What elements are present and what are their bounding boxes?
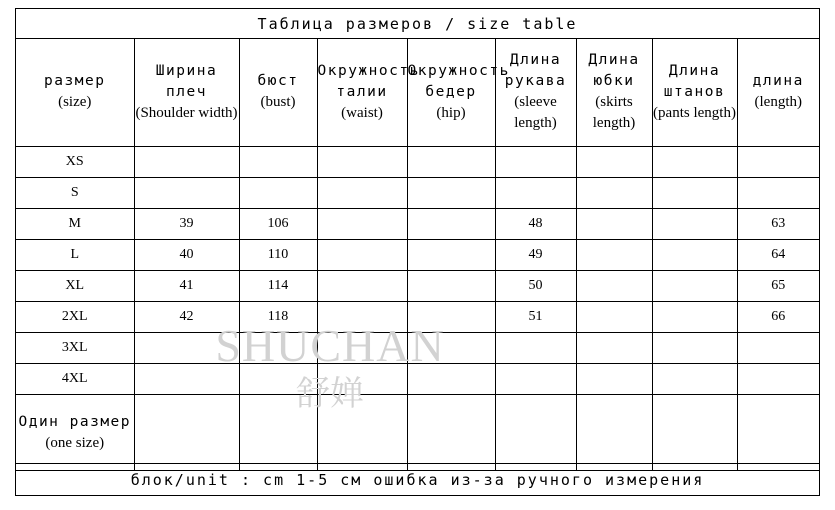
cell-length: 65 [737,271,819,302]
cell-pants [652,333,737,364]
table-row [16,147,819,178]
cell-size: M [16,209,134,240]
cell-waist [317,364,407,395]
cell-pants [652,240,737,271]
cell-sleeve: 51 [495,302,576,333]
unit-footer: блок/unit : cm 1-5 см ошибка из-за ручного измерения [16,463,819,495]
cell-bust: 110 [239,240,317,271]
cell-hip [407,147,495,178]
cell-hip [407,178,495,209]
table-title: Таблица размеров / size table [16,9,819,39]
cell-sleeve [495,333,576,364]
cell-bust: 118 [239,302,317,333]
cell-empty [317,395,407,471]
cell-shoulder: 41 [134,271,239,302]
cell-pants [652,147,737,178]
cell-skirt [576,271,652,302]
header-bust: бюст (bust) [239,38,317,147]
cell-bust [239,147,317,178]
cell-pants [652,302,737,333]
cell-length [737,178,819,209]
cell-skirt [576,209,652,240]
cell-hip [407,333,495,364]
cell-bust [239,178,317,209]
cell-pants [652,178,737,209]
cell-pants [652,209,737,240]
cell-pants [652,271,737,302]
cell-skirt [576,364,652,395]
cell-pants [652,364,737,395]
cell-sleeve: 50 [495,271,576,302]
cell-hip [407,240,495,271]
cell-hip [407,209,495,240]
cell-hip [407,271,495,302]
cell-empty [239,395,317,471]
table-row [16,178,819,209]
cell-waist [317,240,407,271]
header-hip: Окружность бедер (hip) [407,38,495,147]
cell-size: S [16,178,134,209]
cell-skirt [576,240,652,271]
cell-length [737,333,819,364]
cell-waist [317,302,407,333]
header-skirt-length: Длина юбки (skirts length) [576,38,652,147]
cell-sleeve: 48 [495,209,576,240]
cell-length: 63 [737,209,819,240]
cell-shoulder: 40 [134,240,239,271]
cell-size: 4XL [16,364,134,395]
watermark-cjk: 舒婵 [296,374,364,414]
header-pants-length: Длина штанов (pants length) [652,38,737,147]
cell-length: 66 [737,302,819,333]
cell-shoulder [134,364,239,395]
cell-hip [407,302,495,333]
cell-size: XS [16,147,134,178]
cell-waist [317,271,407,302]
table-row [16,333,819,364]
cell-shoulder: 42 [134,302,239,333]
size-table [16,38,819,471]
header-sleeve-length: Длина рукава (sleeve length) [495,38,576,147]
cell-length: 64 [737,240,819,271]
cell-length [737,147,819,178]
cell-shoulder [134,147,239,178]
cell-bust: 106 [239,209,317,240]
cell-empty [495,395,576,471]
header-length: длина (length) [737,38,819,147]
cell-skirt [576,302,652,333]
table-row [16,302,819,333]
header-row [16,38,819,147]
cell-shoulder [134,178,239,209]
cell-skirt [576,147,652,178]
cell-empty [576,395,652,471]
cell-empty [737,395,819,471]
cell-size: L [16,240,134,271]
cell-bust [239,364,317,395]
table-row [16,209,819,240]
cell-waist [317,333,407,364]
cell-size: 2XL [16,302,134,333]
cell-shoulder [134,333,239,364]
header-waist: Окружность талии (waist) [317,38,407,147]
cell-sleeve: 49 [495,240,576,271]
one-size-label: Один размер (one size) [16,395,134,471]
cell-length [737,364,819,395]
cell-empty [407,395,495,471]
watermark-latin: SHUCHAN [215,320,445,371]
cell-empty [652,395,737,471]
cell-sleeve [495,147,576,178]
table-row [16,364,819,395]
cell-hip [407,364,495,395]
cell-bust: 114 [239,271,317,302]
size-chart [15,8,820,496]
cell-shoulder: 39 [134,209,239,240]
cell-waist [317,147,407,178]
cell-skirt [576,178,652,209]
cell-waist [317,178,407,209]
table-row [16,271,819,302]
header-size: размер (size) [16,38,134,147]
cell-sleeve [495,364,576,395]
one-size-row [16,395,819,471]
cell-skirt [576,333,652,364]
cell-size: 3XL [16,333,134,364]
cell-bust [239,333,317,364]
cell-empty [134,395,239,471]
cell-size: XL [16,271,134,302]
table-row [16,240,819,271]
cell-waist [317,209,407,240]
cell-sleeve [495,178,576,209]
header-shoulder-width: Ширина плеч (Shoulder width) [134,38,239,147]
